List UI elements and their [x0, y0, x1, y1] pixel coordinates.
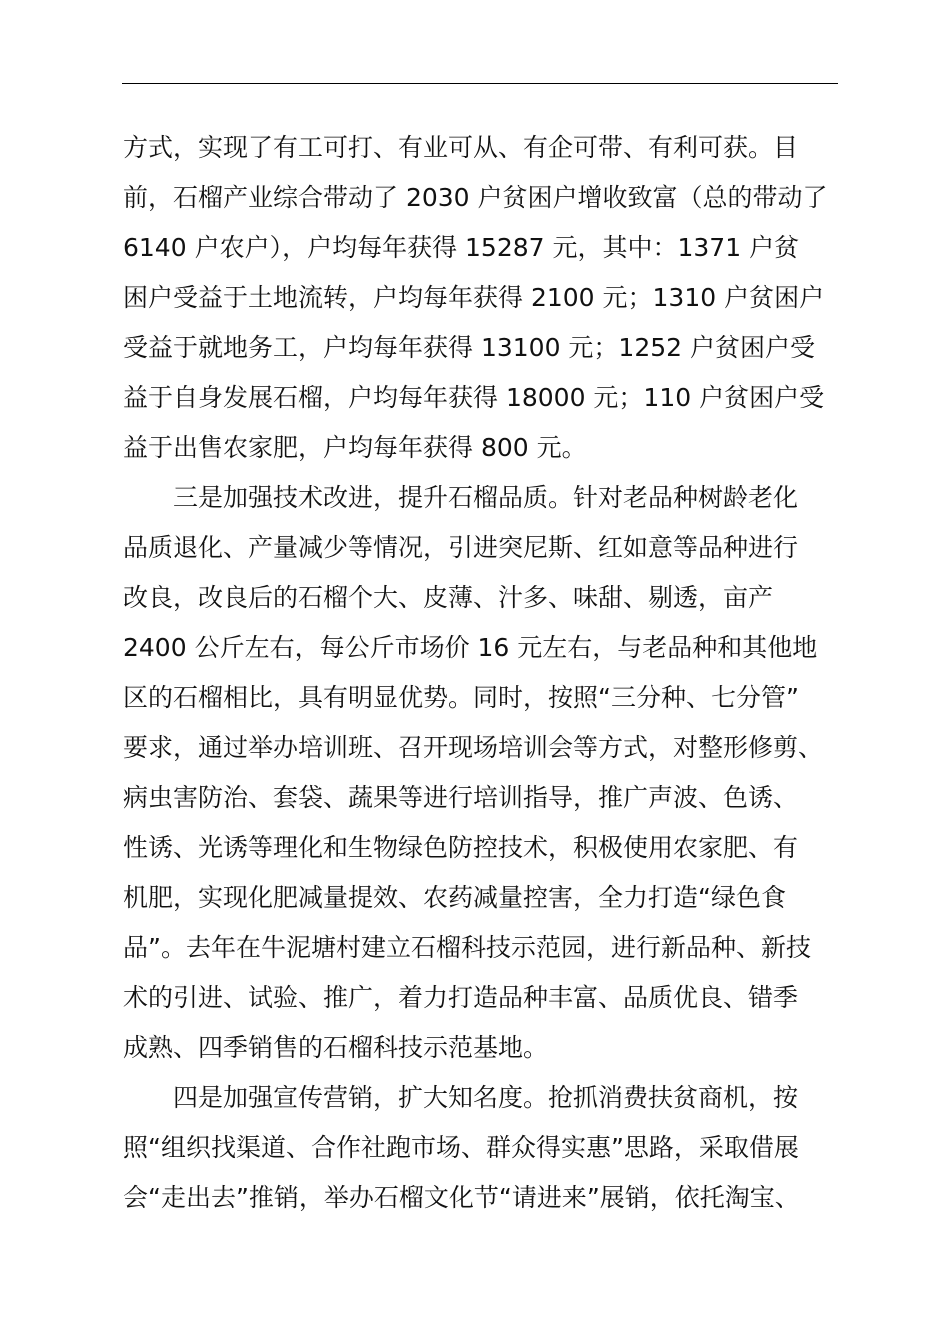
text-line: 2400 公斤左右，每公斤市场价 16 元左右，与老品种和其他地 [123, 633, 818, 662]
text-line: 会“走出去”推销，举办石榴文化节“请进来”展销，依托淘宝、 [123, 1183, 800, 1212]
text-line: 前，石榴产业综合带动了 2030 户贫困户增收致富（总的带动了 [123, 183, 828, 212]
text-line: 品”。去年在牛泥塘村建立石榴科技示范园，进行新品种、新技 [123, 933, 811, 962]
text-line: 照“组织找渠道、合作社跑市场、群众得实惠”思路，采取借展 [123, 1133, 799, 1162]
header-rule [122, 83, 838, 84]
body-text [123, 123, 843, 1223]
text-line: 品质退化、产量减少等情况，引进突尼斯、红如意等品种进行 [123, 533, 799, 562]
text-line: 要求，通过举办培训班、召开现场培训会等方式，对整形修剪、 [123, 733, 824, 762]
paragraph-start-line: 四是加强宣传营销，扩大知名度。抢抓消费扶贫商机，按 [173, 1083, 799, 1112]
text-line: 受益于就地务工，户均每年获得 13100 元；1252 户贫困户受 [123, 333, 815, 362]
text-line: 成熟、四季销售的石榴科技示范基地。 [123, 1033, 549, 1062]
text-line: 6140 户农户），户均每年获得 15287 元，其中：1371 户贫 [123, 233, 800, 262]
text-line: 性诱、光诱等理化和生物绿色防控技术，积极使用农家肥、有 [123, 833, 799, 862]
text-line: 改良，改良后的石榴个大、皮薄、汁多、味甜、剔透，亩产 [123, 583, 774, 612]
text-line: 困户受益于土地流转，户均每年获得 2100 元；1310 户贫困户 [123, 283, 825, 312]
text-line: 区的石榴相比，具有明显优势。同时，按照“三分种、七分管” [123, 683, 799, 712]
text-line: 益于出售农家肥，户均每年获得 800 元。 [123, 433, 587, 462]
text-line: 方式，实现了有工可打、有业可从、有企可带、有利可获。目 [123, 133, 799, 162]
text-line: 术的引进、试验、推广，着力打造品种丰富、品质优良、错季 [123, 983, 799, 1012]
text-line: 病虫害防治、套袋、蔬果等进行培训指导，推广声波、色诱、 [123, 783, 799, 812]
paragraph-start-line: 三是加强技术改进，提升石榴品质。针对老品种树龄老化 [173, 483, 799, 512]
text-line: 机肥，实现化肥减量提效、农药减量控害，全力打造“绿色食 [123, 883, 786, 912]
text-line: 益于自身发展石榴，户均每年获得 18000 元；110 户贫困户受 [123, 383, 825, 412]
